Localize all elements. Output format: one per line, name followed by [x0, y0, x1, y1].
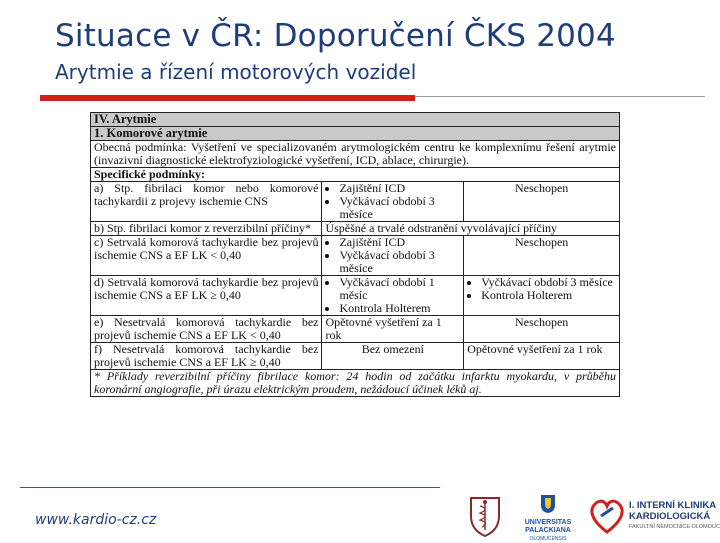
university-logo	[517, 494, 579, 542]
university-name-3: OLOMUCENSIS	[529, 536, 567, 542]
row-condition: c) Setrvalá komorová tachykardie bez projevů ischemie CNS a EF LK < 0,40	[91, 236, 322, 276]
specific-conditions-label: Specifické podmínky:	[91, 168, 620, 182]
row-group2: Opětovné vyšetření za 1 rok	[464, 343, 620, 370]
row-group1: Opětovné vyšetření za 1 rok	[322, 316, 464, 343]
row-group1	[322, 276, 464, 316]
table-row	[91, 276, 620, 316]
clinic-hospital: FAKULTNÍ NEMOCNICE OLOMOUC	[629, 524, 720, 530]
row-group1: Bez omezení	[322, 343, 464, 370]
footer-divider	[20, 487, 440, 488]
row-group1	[322, 182, 464, 222]
table-row	[91, 236, 620, 276]
list-item: • Zajištění ICD	[339, 236, 460, 249]
table-section-header: IV. Arytmie	[91, 113, 620, 127]
table-row	[91, 316, 620, 343]
footer-url: www.kardio-cz.cz	[35, 512, 157, 528]
table-subsection-header: 1. Komorové arytmie	[91, 127, 620, 141]
clinic-name-2: KARDIOLOGICKÁ	[629, 511, 711, 522]
row-condition: e) Nesetrvalá komorová tachykardie bez projevů ischemie CNS a EF LK < 0,40	[91, 316, 322, 343]
general-condition-text: Vyšetření ve specializovaném arytmologickém centru ke komplexnímu řešení arytmie (invazivní diagnostické elektrofyziologické vyšetření, ICD, ablace, chirurgie).	[94, 140, 616, 167]
heart-icon	[587, 494, 627, 538]
university-emblem-icon	[517, 494, 579, 514]
scanned-table-image	[88, 110, 633, 476]
list-item: • Vyčkávací období 3 měsíce	[339, 195, 460, 221]
university-name-2: PALACKIANA	[525, 527, 571, 534]
row-condition: a) Stp. fibrilaci komor nebo komorové tachykardii z projevy ischemie CNS	[91, 182, 322, 222]
row-condition: d) Setrvalá komorová tachykardie bez projevů ischemie CNS a EF LK ≥ 0,40	[91, 276, 322, 316]
caduceus-shield-logo	[468, 494, 502, 538]
list-item: • Vyčkávací období 1 měsíc	[339, 276, 460, 302]
row-condition: f) Nesetrvalá komorová tachykardie bez projevů ischemie CNS a EF LK ≥ 0,40	[91, 343, 322, 370]
row-group2: Neschopen	[464, 316, 620, 343]
row-group2	[464, 276, 620, 316]
table-row	[91, 182, 620, 222]
slide-subtitle: Arytmie a řízení motorových vozidel	[55, 60, 417, 84]
row-group1	[322, 236, 464, 276]
row-group2: Neschopen	[464, 182, 620, 222]
table-footnote: * Příklady reverzibilní příčiny fibrilace komor: 24 hodin od začátku infarktu myokardu, v průběhu koronární angiografie, při úrazu elektrickým proudem, nežádoucí účinek léků aj.	[91, 370, 620, 397]
clinic-name	[629, 500, 716, 522]
list-item: • Kontrola Holterem	[481, 289, 616, 302]
clinic-name-1: I. INTERNÍ KLINIKA	[629, 500, 717, 511]
slide-title: Situace v ČR: Doporučení ČKS 2004	[55, 18, 616, 54]
list-item: • Zajištění ICD	[339, 182, 460, 195]
divider-line	[415, 96, 705, 97]
row-condition: b) Stp. fibrilaci komor z reverzibilní příčiny*	[91, 222, 322, 236]
general-condition-label: Obecná podmínka:	[94, 140, 187, 154]
general-condition	[91, 141, 620, 168]
list-item: • Vyčkávací období 3 měsíce	[481, 276, 616, 289]
university-name-1: UNIVERSITAS	[524, 519, 572, 526]
row-group2: Neschopen	[464, 236, 620, 276]
list-item: • Vyčkávací období 3 měsíce	[339, 249, 460, 275]
table-row	[91, 343, 620, 370]
row-merged: Úspěšné a trvalé odstranění vyvolávající příčiny	[322, 222, 620, 236]
arrhythmia-table	[90, 112, 620, 397]
clinic-logo	[587, 494, 720, 538]
list-item: • Kontrola Holterem	[339, 302, 460, 315]
table-row	[91, 222, 620, 236]
accent-bar	[40, 95, 415, 101]
